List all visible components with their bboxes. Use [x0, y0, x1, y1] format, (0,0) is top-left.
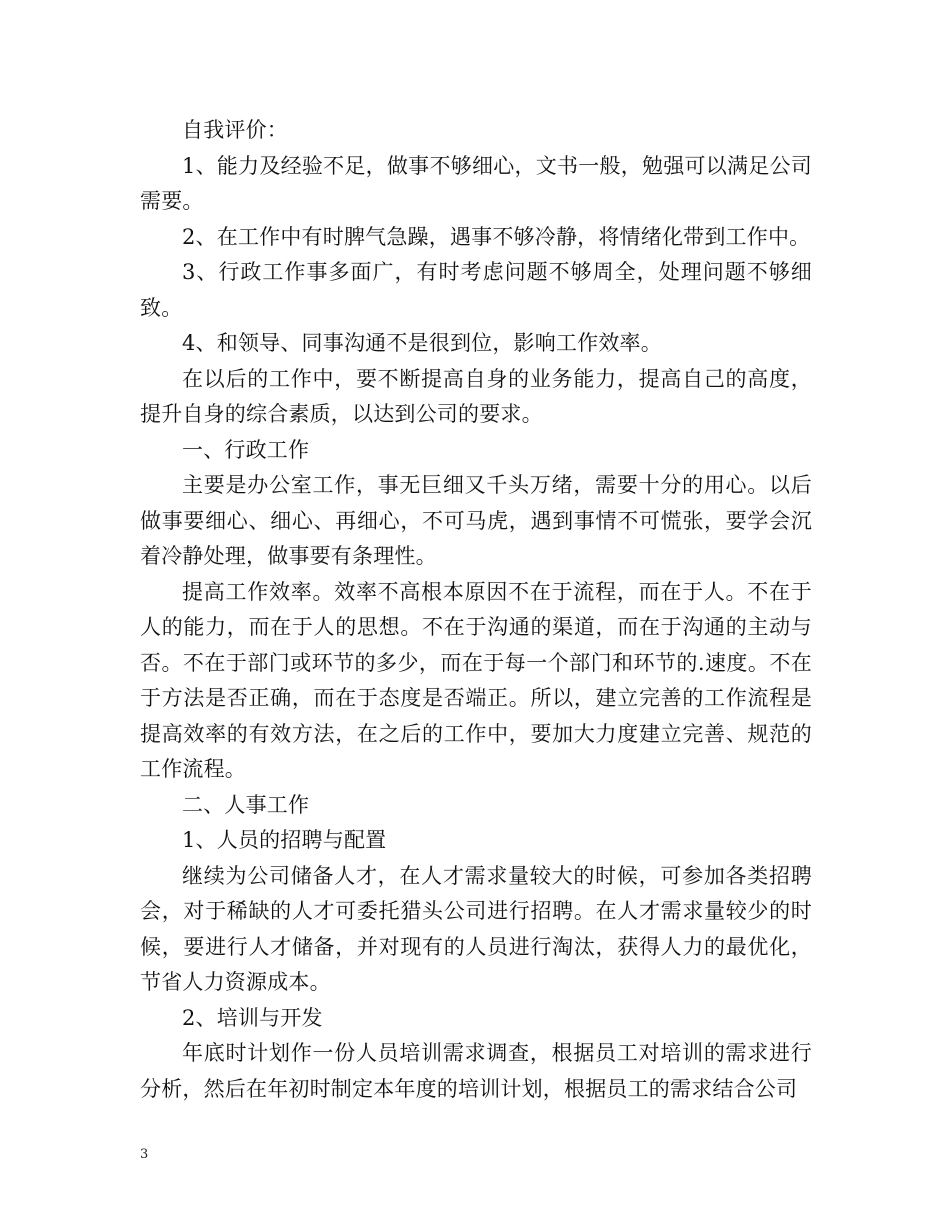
section-heading-hr-work: 二、人事工作	[182, 792, 310, 817]
paragraph-point-2: 2、在工作中有时脾气急躁，遇事不够冷静，将情绪化带到工作中。	[182, 224, 811, 249]
paragraph-point-1: 1、能力及经验不足，做事不够细心，文书一般，勉强可以满足公司需要。	[140, 153, 812, 213]
paragraph-efficiency: 提高工作效率。效率不高根本原因不在于流程，而在于人。不在于人的能力，而在于人的思想。不在于沟通的渠道，而在于沟通的主动与否。不在于部门或环节的多少，而在于每一个部门和环节的.速度。不在于方法是否正确，而在于态度是否端正。所以，建立完善的工作流程是提高效率的有效方法，在之后的工作中，要加大力度建立完善、规范的工作流程。	[140, 579, 812, 781]
paragraph-point-4: 4、和领导、同事沟通不是很到位，影响工作效率。	[182, 331, 662, 355]
subheading-training: 2、培训与开发	[182, 1005, 323, 1030]
paragraph-recruitment: 继续为公司储备人才，在人才需求量较大的时候，可参加各类招聘会，对于稀缺的人才可委托猎头公司进行招聘。在人才需求量较少的时候，要进行人才储备，并对现有的人员进行淘汰，获得人力的最优化，节省人力资源成本。	[140, 863, 812, 994]
page-number: 3	[140, 1147, 149, 1162]
paragraph-improvement: 在以后的工作中，要不断提高自身的业务能力，提高自己的高度，提升自身的综合素质，以达到公司的要求。	[140, 366, 812, 426]
section-heading-admin-work: 一、行政工作	[182, 437, 310, 462]
paragraph-office-work: 主要是办公室工作，事无巨细又千头万绪，需要十分的用心。以后做事要细心、细心、再细心，不可马虎，遇到事情不可慌张，要学会沉着冷静处理，做事要有条理性。	[140, 473, 812, 568]
paragraph-training: 年底时计划作一份人员培训需求调查，根据员工对培训的需求进行分析，然后在年初时制定本年度的培训计划，根据员工的需求结合公司	[140, 1041, 812, 1101]
subheading-recruitment: 1、人员的招聘与配置	[182, 828, 387, 852]
document-body	[140, 113, 812, 1107]
paragraph-point-3: 3、行政工作事多面广，有时考虑问题不够周全，处理问题不够细致。	[140, 260, 812, 320]
paragraph-self-evaluation-heading: 自我评价：	[182, 118, 288, 142]
